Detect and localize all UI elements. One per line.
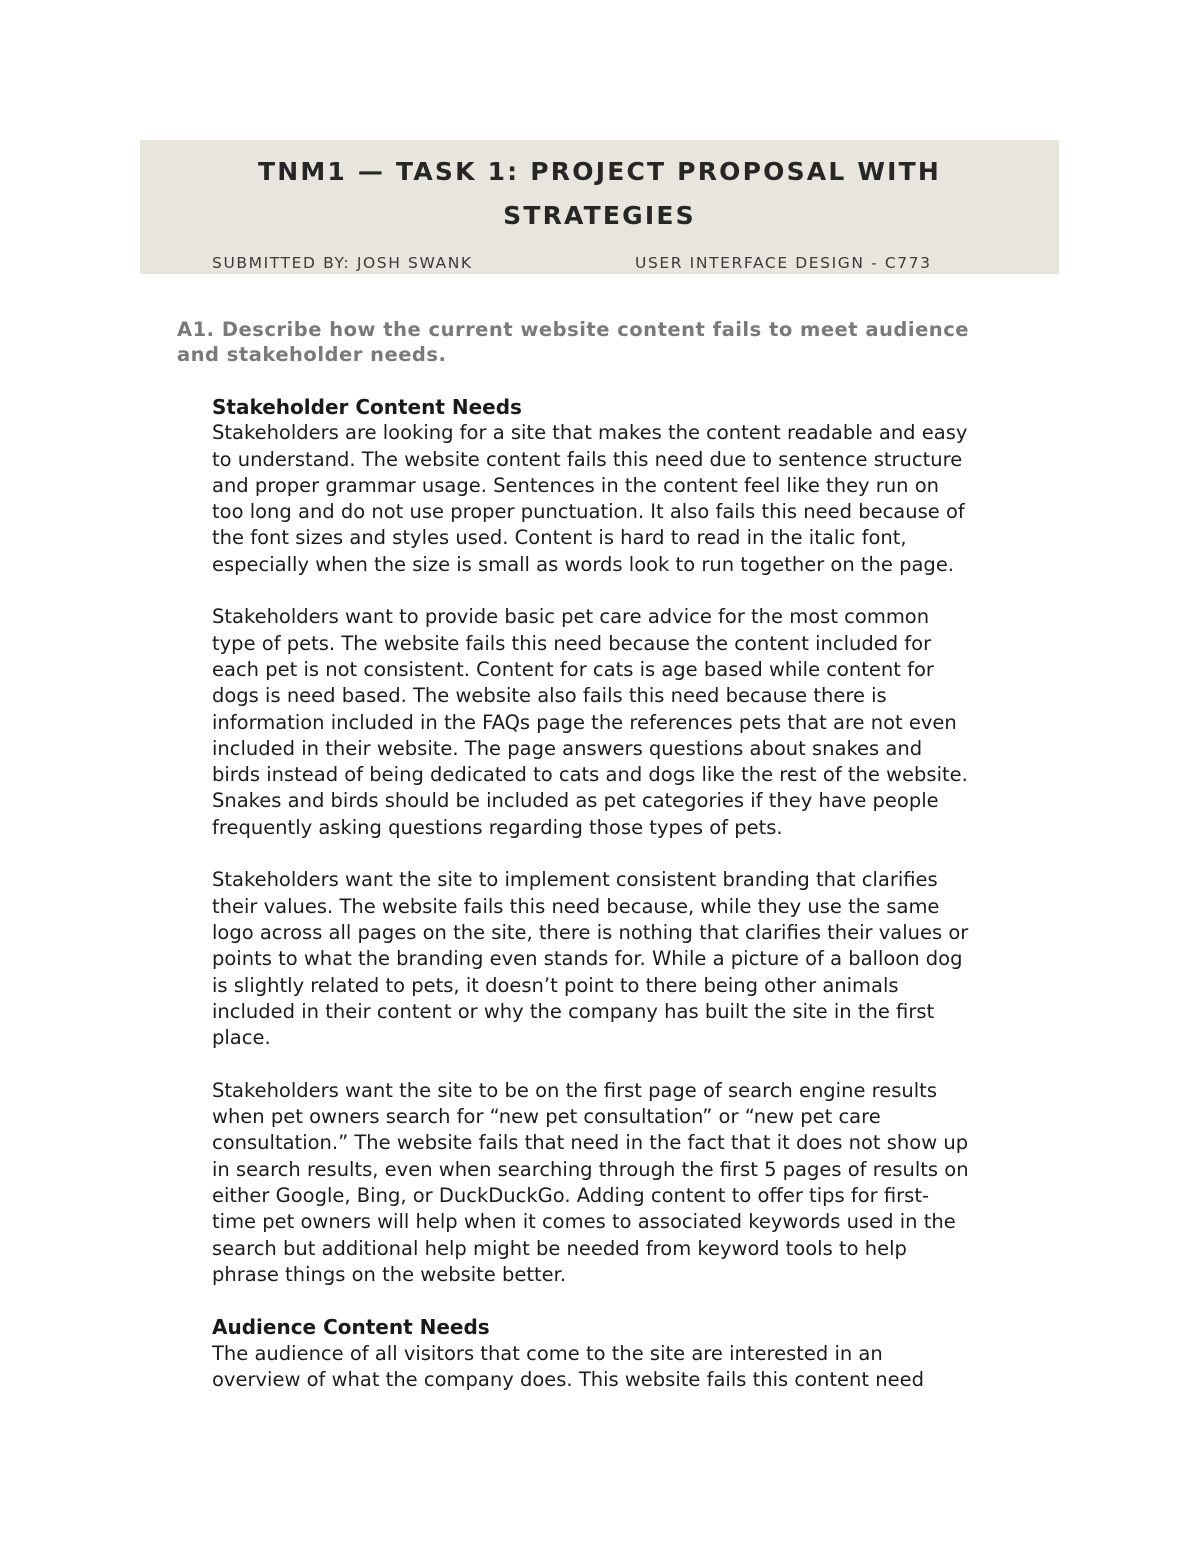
paragraph-line: either Google, Bing, or DuckDuckGo. Adding content to offer tips for first-	[212, 1183, 930, 1207]
question-line: A1. Describe how the current website content fails to meet audience	[177, 318, 969, 341]
course-name: USER INTERFACE DESIGN - C773	[635, 254, 932, 272]
paragraph-line: when pet owners search for “new pet consultation” or “new pet care	[212, 1105, 881, 1129]
section-heading-audience: Audience Content Needs	[212, 1315, 490, 1340]
paragraph-line: is slightly related to pets, it doesn’t point to there being other animals	[212, 973, 899, 997]
paragraph-line: place.	[212, 1026, 271, 1050]
document-title-line: TNM1 — TASK 1: PROJECT PROPOSAL WITH	[257, 157, 942, 186]
paragraph-line: Stakeholders are looking for a site that makes the content readable and easy	[212, 421, 968, 445]
paragraph-line: search but additional help might be needed from keyword tools to help	[212, 1236, 907, 1260]
paragraph	[212, 420, 1072, 578]
paragraph-line: to understand. The website content fails this need due to sentence structure	[212, 447, 963, 471]
paragraph-line: phrase things on the website better.	[212, 1262, 567, 1286]
paragraph-line: each pet is not consistent. Content for cats is age based while content for	[212, 657, 934, 681]
paragraph-line: Stakeholders want the site to implement consistent branding that clarifies	[212, 868, 938, 892]
question-line: and stakeholder needs.	[177, 343, 447, 366]
paragraph	[212, 867, 1072, 1051]
document-title	[140, 150, 1059, 238]
paragraph-line: type of pets. The website fails this need because the content included for	[212, 631, 932, 655]
paragraph-line: their values. The website fails this need because, while they use the same	[212, 894, 940, 918]
paragraph	[212, 604, 1072, 841]
paragraph-line: consultation.” The website fails that need in the fact that it does not show up	[212, 1131, 969, 1155]
document-title-line: STRATEGIES	[503, 201, 696, 230]
paragraph-line: information included in the FAQs page the references pets that are not even	[212, 710, 957, 734]
paragraph-line: Snakes and birds should be included as pet categories if they have people	[212, 789, 939, 813]
paragraph-line: in search results, even when searching through the first 5 pages of results on	[212, 1157, 969, 1181]
paragraph-spacer	[212, 841, 1072, 867]
paragraph-line: and proper grammar usage. Sentences in the content feel like they run on	[212, 473, 940, 497]
paragraph-line: points to what the branding even stands for. While a picture of a balloon dog	[212, 947, 963, 971]
paragraph-line: Stakeholders want to provide basic pet care advice for the most common	[212, 605, 930, 629]
paragraph-line: time pet owners will help when it comes to associated keywords used in the	[212, 1210, 956, 1234]
paragraph-line: logo across all pages on the site, there is nothing that clarifies their values or	[212, 920, 969, 944]
title-banner	[140, 140, 1059, 274]
paragraph-line: too long and do not use proper punctuation. It also fails this need because of	[212, 500, 965, 524]
paragraph	[212, 1078, 1072, 1288]
paragraph-line: overview of what the company does. This website fails this content need	[212, 1367, 924, 1391]
paragraph-line: Stakeholders want the site to be on the first page of search engine results	[212, 1078, 937, 1102]
paragraph-line: the font sizes and styles used. Content is hard to read in the italic font,	[212, 526, 907, 550]
paragraph-spacer	[212, 578, 1072, 604]
submitted-by: SUBMITTED BY: JOSH SWANK	[212, 254, 473, 272]
paragraph-line: included in their website. The page answers questions about snakes and	[212, 736, 923, 760]
paragraph-line: frequently asking questions regarding those types of pets.	[212, 815, 783, 839]
section-spacer	[212, 1288, 1072, 1314]
paragraph-line: included in their content or why the company has built the site in the first	[212, 999, 935, 1023]
paragraph-line: especially when the size is small as words look to run together on the page.	[212, 552, 955, 576]
paragraph-line: birds instead of being dedicated to cats and dogs like the rest of the website.	[212, 763, 968, 787]
paragraph-spacer	[212, 1051, 1072, 1077]
paragraph-line: dogs is need based. The website also fails this need because there is	[212, 684, 887, 708]
question-a1	[177, 317, 1057, 367]
paragraph	[212, 1341, 1072, 1394]
answer-body	[212, 394, 1072, 1393]
stakeholder-paragraphs	[212, 420, 1072, 1288]
paragraph-line: The audience of all visitors that come to the site are interested in an	[212, 1341, 883, 1365]
audience-paragraphs	[212, 1341, 1072, 1394]
section-heading-stakeholder: Stakeholder Content Needs	[212, 395, 522, 419]
